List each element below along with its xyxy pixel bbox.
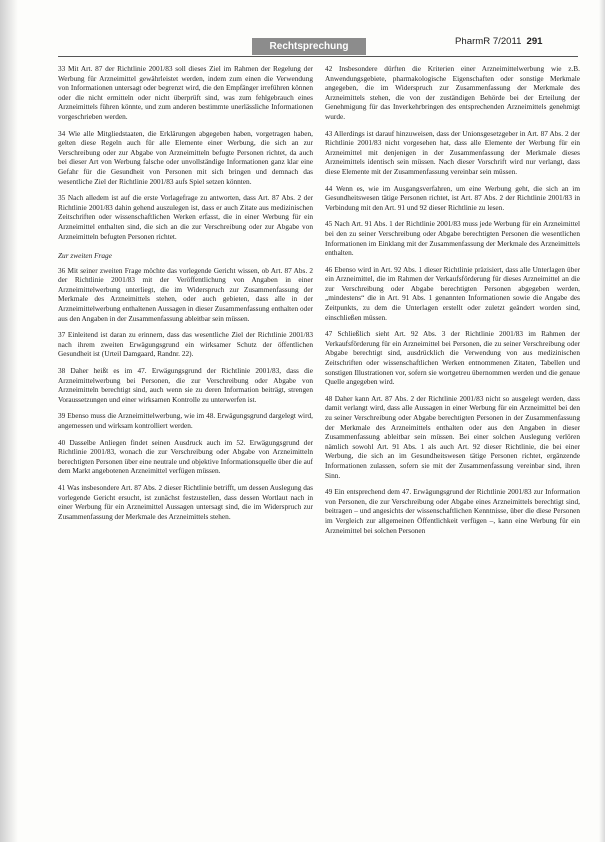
paragraph-38: 38 Daher heißt es im 47. Erwägungsgrund der Richtlinie 2001/83, dass die Arzneimittelwerbung bei Personen, die zur Verschreibung oder Abgabe von Arzneimitteln berechtigt sind, auch wenn sie zu deren Information beiträgt, strengen Voraussetzungen und einer wirksamen Kontrolle zu unterwerfen ist. (58, 366, 313, 404)
journal-issue: PharmR 7/2011 (455, 36, 522, 47)
paragraph-42: 42 Insbesondere dürften die Kriterien einer Arzneimittelwerbung wie z.B. Anwendungsgebiete, pharmakologische Eigenschaften oder sonstige Merkmale angegeben, die im Widerspruch zur Zusammenfassung der Merkmale des Arzneimittels stehen, die von der zuständigen Behörde bei der Erteilung der Genehmigung für das Inverkehrbringen des entsprechenden Arzneimittels genehmigt wurde. (325, 64, 580, 121)
paragraph-37: 37 Einleitend ist daran zu erinnern, dass das wesentliche Ziel der Richtlinie 2001/83 nach ihrem zweiten Erwägungsgrund ein wirksamer Schutz der öffentlichen Gesundheit ist (Urteil Damgaard, Randnr. 22). (58, 330, 313, 359)
header-rule (58, 56, 578, 57)
page-number: 291 (526, 36, 543, 47)
paragraph-47: 47 Schließlich sieht Art. 92 Abs. 3 der Richtlinie 2001/83 im Rahmen der Verkaufsförderung für ein Arzneimittel bei Personen, die zu seiner Verschreibung oder Abgabe berechtigt sind, ausdrücklich die Verwendung von aus medizinischen Zeitschriften oder wissenschaftlichen Werken entnommenen Zitaten, Tabellen und sonstigen Illustrationen vor, sofern sie wortgetreu übernommen werden und die genaue Quelle angegeben wird. (325, 329, 580, 387)
paragraph-44: 44 Wenn es, wie im Ausgangsverfahren, um eine Werbung geht, die sich an im Gesundheitswesen tätige Personen richtet, ist Art. 87 Abs. 2 der Richtlinie 2001/83 in Verbindung mit den Art. 91 und 92 dieser Richtlinie zu lesen. (325, 183, 580, 212)
paragraph-46: 46 Ebenso wird in Art. 92 Abs. 1 dieser Richtlinie präzisiert, dass alle Unterlagen über ein Arzneimittel, die im Rahmen der Verkaufsförderung für dieses Arzneimittel an die zur Verschreibung oder Abgabe berechtigten Personen abgegeben werden, „mindestens“ die in Art. 91 Abs. 1 genannten Informationen sowie die Angabe des Zeitpunkts, zu dem die Unterlagen erstellt oder zuletzt geändert worden sind, einschließen müssen. (325, 264, 580, 322)
running-header (455, 35, 585, 49)
paragraph-49: 49 Ein entsprechend dem 47. Erwägungsgrund der Richtlinie 2001/83 zur Information von Personen, die zur Verschreibung oder Abgabe eines Arzneimittels berechtigt sind, beitragen – und angesichts der wissenschaftlichen Kenntnisse, über die diese Personen im Vergleich zur allgemeinen Öffentlichkeit verfügen –, kann eine Werbung für ein Arzneimittel bei solchen Personen (325, 487, 580, 535)
paragraph-35: 35 Nach alledem ist auf die erste Vorlagefrage zu antworten, dass Art. 87 Abs. 2 der Richtlinie 2001/83 dahin gehend auszulegen ist, dass er auch Zitate aus medizinischen Zeitschriften oder wissenschaftlichen Werken erfasst, die in einer Werbung für ein Arzneimittel enthalten sind, die sich an die zur Verschreibung oder zur Abgabe von Arzneimitteln befugten Personen richtet. (58, 193, 313, 241)
paragraph-33: 33 Mit Art. 87 der Richtlinie 2001/83 soll dieses Ziel im Rahmen der Regelung der Werbung für Arzneimittel gewährleistet werden, indem zum einen die Verwendung von Informationen untersagt oder begrenzt wird, die den Empfänger irreführen können oder die nicht ermitteln oder nicht überprüft sind, was zum fehlgebrauch eines Arzneimittels führen könnte, und zum anderen bestimmte unerlässliche Informationen vorgeschrieben werden. (58, 64, 313, 121)
paragraph-36: 36 Mit seiner zweiten Frage möchte das vorlegende Gericht wissen, ob Art. 87 Abs. 2 der Richtlinie 2001/83 mit der Veröffentlichung von Angaben in einer Arzneimittelwerbung unterliegt, die im Widerspruch zur Zusammenfassung der Merkmale des Arzneimittels stehen, oder auch gebieten, dass alle in der Arzneimittelwerbung enthaltenen Aussagen in dieser Zusammenfassung enthalten oder aus den Angaben in der Zusammenfassung ableitbar sein müssen. (58, 265, 313, 323)
paragraph-45: 45 Nach Art. 91 Abs. 1 der Richtlinie 2001/83 muss jede Werbung für ein Arzneimittel bei den zu seiner Verschreibung oder Abgabe berechtigten Personen die wesentlichen Informationen im Einklang mit der Zusammenfassung der Merkmale des Arzneimittels enthalten. (325, 219, 580, 258)
paragraph-43: 43 Allerdings ist darauf hinzuweisen, dass der Unionsgesetzgeber in Art. 87 Abs. 2 der Richtlinie 2001/83 nicht vorgesehen hat, dass alle Elemente der Werbung für ein Arzneimittel mit denjenigen in der Zusammenfassung der Merkmale dieses Arzneimittels identisch sein müssen. Nach dieser Vorschrift wird nur verlangt, dass diese Elemente mit der Zusammenfassung vereinbar sein müssen. (325, 128, 580, 176)
scan-shadow-right (599, 0, 605, 842)
right-column (325, 64, 580, 834)
paragraph-40: 40 Dasselbe Anliegen findet seinen Ausdruck auch im 52. Erwägungsgrund der Richtlinie 2001/83, wonach die zur Verschreibung oder Abgabe von Arzneimitteln berechtigten Personen über eine neutrale und objektive Informationsquelle über die auf dem Markt angebotenen Arzneimittel verfügen müssen. (58, 437, 313, 476)
scan-shadow-left (0, 0, 18, 842)
paragraph-34: 34 Wie alle Mitgliedstaaten, die Erklärungen abgegeben haben, vorgetragen haben, gelten diese Regeln auch für alle Elemente einer Werbung, die sich an zur Verschreibung oder zur Abgabe von Arzneimitteln befugte Personen richtet, da auch bei dieser Art von Werbung falsche oder unvollständige Informationen ganz klar eine Gefahr für die Gesundheit von Personen mit sich bringen und demnach das wesentliche Ziel der Richtlinie 2001/83 aufs Spiel setzen könnten. (58, 128, 313, 186)
paragraph-41: 41 Was insbesondere Art. 87 Abs. 2 dieser Richtlinie betrifft, um dessen Auslegung das vorlegende Gericht ersucht, ist zunächst festzustellen, dass dessen Wortlaut nach in einer Werbung für ein Arzneimittel Aussagen untersagt sind, die im Widerspruch zur Zusammenfassung der Merkmale des Arzneimittels stehen. (58, 482, 313, 521)
left-column (58, 64, 313, 834)
paragraph-39: 39 Ebenso muss die Arzneimittelwerbung, wie im 48. Erwägungsgrund dargelegt wird, angemessen und wirksam kontrolliert werden. (58, 411, 313, 430)
subheading-second-question: Zur zweiten Frage (58, 251, 112, 261)
section-tab: Rechtsprechung (252, 38, 366, 55)
paragraph-48: 48 Daher kann Art. 87 Abs. 2 der Richtlinie 2001/83 nicht so ausgelegt werden, dass damit verlangt wird, dass alle Aussagen in einer Werbung für ein Arzneimittel bei den zu seiner Verschreibung oder Abgabe berechtigten Personen in der Zusammenfassung der Merkmale des Arzneimittels enthalten oder aus den Angaben in dieser Zusammenfassung ableitbar sein müssen. Bei einer solchen Auslegung verlören nämlich sowohl Art. 91 Abs. 1 als auch Art. 92 dieser Richtlinie, die bei einer Werbung, die sich an im Gesundheitswesen tätige Personen richtet, ergänzende Informationen zulassen, sofern sie mit der Zusammenfassung vereinbar sind, ihren Sinn. (325, 393, 580, 480)
